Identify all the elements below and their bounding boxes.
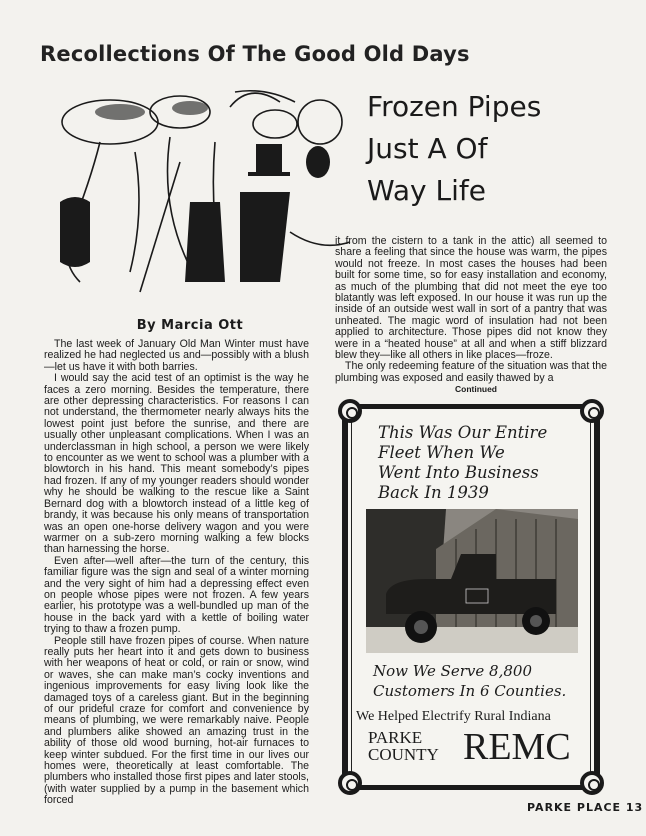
continued-label: Continued (454, 384, 498, 395)
headline-line: Way Life (367, 174, 486, 207)
ad-headline-line: This Was Our Entire (378, 423, 548, 442)
paragraph: People still have frozen pipes of course. When nature really puts her heart into it and gets down to business with her weapons of heat or cold, or rain or snow, wind or waves, she can make man’s cocky inventions and ingenious improvements for easy living look like the damaged toys of a careless giant. But in the beginning of our prideful craze for comfort and convenience by means of plumbing, we were remarkably naive. People and plumbers alike showed an amazing trust in the ability of those old wood burning, hot-air furnaces to keep winter subdued. For the first time in our lives our homes were, theoretically at least comfortable. The plumbers who installed those first pipes and later stools, (with water supplied by a pump in the basement which forced (44, 634, 309, 807)
ad-subhead (373, 661, 566, 701)
paragraph: The only redeeming feature of the situation was that the plumbing was exposed and easily thawed by a (335, 360, 607, 384)
paragraph: The last week of January Old Man Winter must have realized he had neglected us and—possibly with a blush—let us have it with both barries. (44, 338, 309, 373)
brand-word: PARKE (368, 728, 423, 747)
remc-advertisement (342, 404, 600, 790)
ad-headline-line: Went Into Business (378, 463, 539, 482)
article-column-left (44, 339, 309, 807)
ad-brand-large: REMC (463, 726, 571, 768)
article-column-right (335, 236, 607, 394)
page-title: Recollections Of The Good Old Days (40, 42, 470, 66)
corner-ornament-icon (580, 399, 604, 423)
byline: By Marcia Ott (136, 318, 244, 333)
ad-subhead-line: Now We Serve 8,800 (373, 662, 532, 680)
ad-tagline: We Helped Electrify Rural Indiana (356, 709, 551, 724)
corner-ornament-icon (338, 399, 362, 423)
ad-headline (378, 423, 547, 503)
paragraph: Even after—well after—the turn of the century, this familiar figure was the sign and seal of a winter morning and the very sight of him had a depressing effect even on people whose pipes were not frozen. A few years earlier, his prototype was a well-bundled up man of the house in the back yard with a kettle of boiling water trying to thaw a frozen pump. (44, 554, 309, 636)
headline-line: Frozen Pipes (367, 90, 542, 123)
corner-ornament-icon (580, 771, 604, 795)
victorian-crowd-illustration (40, 82, 358, 294)
article-headline (367, 86, 541, 212)
ad-headline-line: Fleet When We (378, 443, 505, 462)
paragraph: it from the cistern to a tank in the attic) all seemed to share a feeling that since the house was warm, the pipes would not freeze. In most cases the houses had been built for some time, so for easy installation and economy, as much of the plumbing that did not meet the eye too blatantly was left exposed. In our house it was run up the inside of an outside west wall in sort of a pantry that was unheated. The magic word of insulation had not been applied to architecture. Those pipes did not know they were in a “heated house” at all and when a stiff blizzard blew they—like all others in like places—froze. (335, 235, 607, 362)
ad-headline-line: Back In 1939 (378, 483, 489, 502)
vintage-truck-photo (366, 509, 578, 653)
ad-subhead-line: Customers In 6 Counties. (373, 682, 567, 700)
ad-brand-small (368, 729, 439, 763)
page-folio: PARKE PLACE 13 (527, 801, 644, 814)
headline-line: Just A Of (367, 132, 488, 165)
corner-ornament-icon (338, 771, 362, 795)
paragraph: I would say the acid test of an optimist is the way he faces a zero morning. Besides the temperature, there are other depressing characteristics. For reasons I can not understand, the thermometer nearly always hits the lowest point just before the sunrise, and there are usually other unpleasant complications. When I was an underclassman in high school, a person we were likely to encounter as we went to school was a plumber with a blowtorch in his hand. This meant somebody’s pipes had frozen. If any of my younger readers should wonder why he should be walking to the rescue like a Saint Bernard dog with a blowtorch instead of a little keg of brandy, it was because his only means of transportation was an open one-horse delivery wagon and you were warmer on a sub-zero morning walking a few blocks than harnessing the horse. (44, 372, 309, 556)
brand-word: COUNTY (368, 745, 439, 764)
